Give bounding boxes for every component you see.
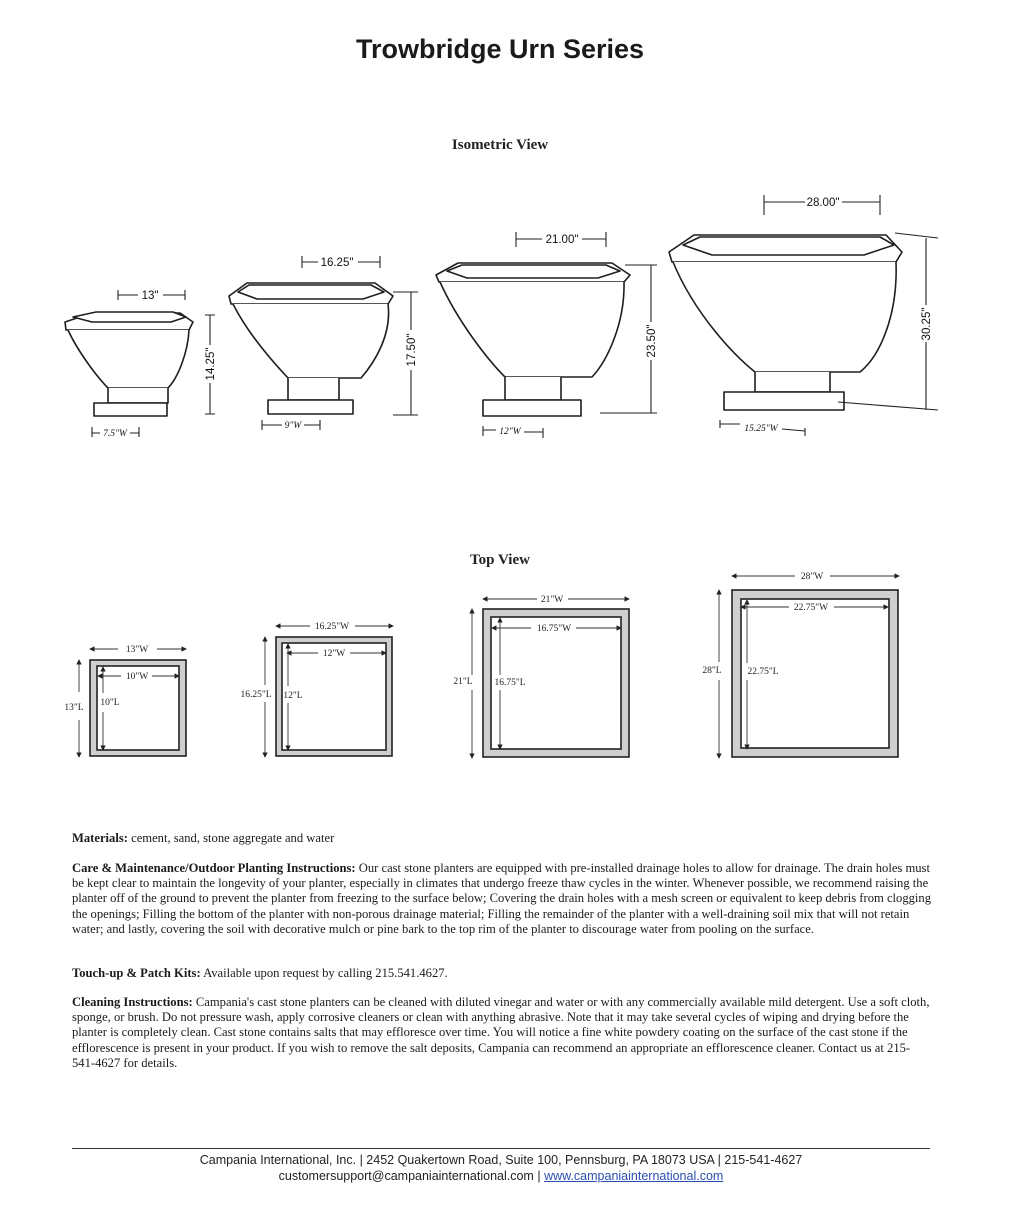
cleaning-label: Cleaning Instructions:	[72, 995, 193, 1009]
urn-3-base-dim: 12"W	[499, 427, 521, 437]
urn-3-height-dim: 23.50"	[646, 324, 658, 358]
urn-3-drawing	[436, 263, 630, 416]
urn-2-drawing	[229, 283, 393, 414]
urn-1-base-dim: 7.5"W	[103, 429, 127, 439]
touchup-text: Available upon request by calling 215.541.4627.	[200, 966, 448, 980]
footer-website-link[interactable]: www.campaniainternational.com	[544, 1169, 724, 1183]
urn-2-height-dim: 17.50"	[406, 333, 418, 367]
sq-4-inner-width: 22.75"W	[793, 603, 829, 613]
urn-4-drawing	[669, 235, 902, 410]
sq-1-inner-width: 10"W	[125, 672, 149, 682]
urn-1-height-dim: 14.25"	[205, 347, 217, 381]
cleaning-text: Campania's cast stone planters can be cleaned with diluted vinegar and water or with any commercially available mild detergent. Use a soft cloth, sponge, or brush. Do not pressure wash, apply corrosive cleaners or clean with anything abrasive. Note that it may take several cycles of wiping and drying before the planter is completely clean. Cast stone contains salts that may effloresce over time. You will notice a fine white powdery coating on the surface of the cast stone if the efflorescence is present in your product. If you wish to remove the salt deposits, Campania can recommend an appropriate an efflorescence cleaner. Contact us at 215-541-4627 for details.	[72, 995, 930, 1070]
sq-1-outer-width: 13"W	[125, 645, 149, 655]
sq-4-inner-length: 22.75"L	[747, 667, 779, 677]
sq-4-outer-width: 28"W	[800, 572, 824, 582]
sq-4-outer-length: 28"L	[702, 666, 722, 676]
urn-4-base-dim: 15.25"W	[744, 424, 778, 434]
materials-text: cement, sand, stone aggregate and water	[127, 831, 335, 845]
sq-3-inner-width: 16.75"W	[536, 624, 572, 634]
touchup-paragraph	[72, 966, 932, 981]
isometric-view-heading: Isometric View	[451, 137, 549, 153]
cleaning-paragraph	[72, 995, 932, 1071]
footer-divider	[72, 1148, 930, 1149]
materials-paragraph	[72, 831, 932, 846]
urn-1-top-dim: 13"	[141, 290, 159, 302]
footer-contact	[72, 1169, 930, 1183]
urn-1-drawing	[65, 312, 193, 416]
top-view-heading: Top View	[470, 552, 530, 568]
sq-2-inner-length: 12"L	[283, 691, 303, 701]
footer-separator: |	[533, 1169, 545, 1183]
urn-4-height-dim: 30.25"	[921, 307, 933, 341]
sq-3-inner-length: 16.75"L	[494, 678, 526, 688]
urn-2-top-dim: 16.25"	[320, 257, 354, 269]
sq-3-outer-width: 21"W	[540, 595, 564, 605]
urn-4-top-dim: 28.00"	[806, 197, 840, 209]
footer-email[interactable]: customersupport@campaniainternational.com	[278, 1169, 534, 1183]
page-title: Trowbridge Urn Series	[355, 34, 645, 64]
care-text: Our cast stone planters are equipped with pre-installed drainage holes to allow for drainage. The drain holes must be kept clear to maintain the longevity of your planter, especially in climates that undergo freeze thaw cycles in the winter. Whenever possible, we recommend raising the planter off of the ground to prevent the planter from freezing to the surface below; Covering the drain holes with a mesh screen or equivalent to keep debris from clogging the openings; Filling the bottom of the planter with non-porous drainage material; Filling the remainder of the planter with a well-draining soil mix that will not retain water; and lastly, covering the soil with decorative mulch or pine bark to the top rim of the planter to discourage water from pooling on the surface.	[72, 861, 932, 936]
touchup-label: Touch-up & Patch Kits:	[72, 966, 201, 980]
urn-2-base-dim: 9"W	[284, 421, 302, 431]
sq-2-inner-width: 12"W	[322, 649, 346, 659]
sq-3-outer-length: 21"L	[453, 677, 473, 687]
materials-label: Materials:	[72, 831, 128, 845]
care-label: Care & Maintenance/Outdoor Planting Instructions:	[72, 861, 356, 875]
sq-2-outer-length: 16.25"L	[240, 690, 272, 700]
footer-address: Campania International, Inc. | 2452 Quakertown Road, Suite 100, Pennsburg, PA 18073 USA | 215-541-4627	[199, 1153, 803, 1167]
urn-3-top-dim: 21.00"	[545, 234, 579, 246]
sq-1-outer-length: 13"L	[64, 703, 84, 713]
sq-1-inner-length: 10"L	[100, 698, 120, 708]
care-paragraph	[72, 861, 932, 937]
sq-2-outer-width: 16.25"W	[314, 622, 350, 632]
